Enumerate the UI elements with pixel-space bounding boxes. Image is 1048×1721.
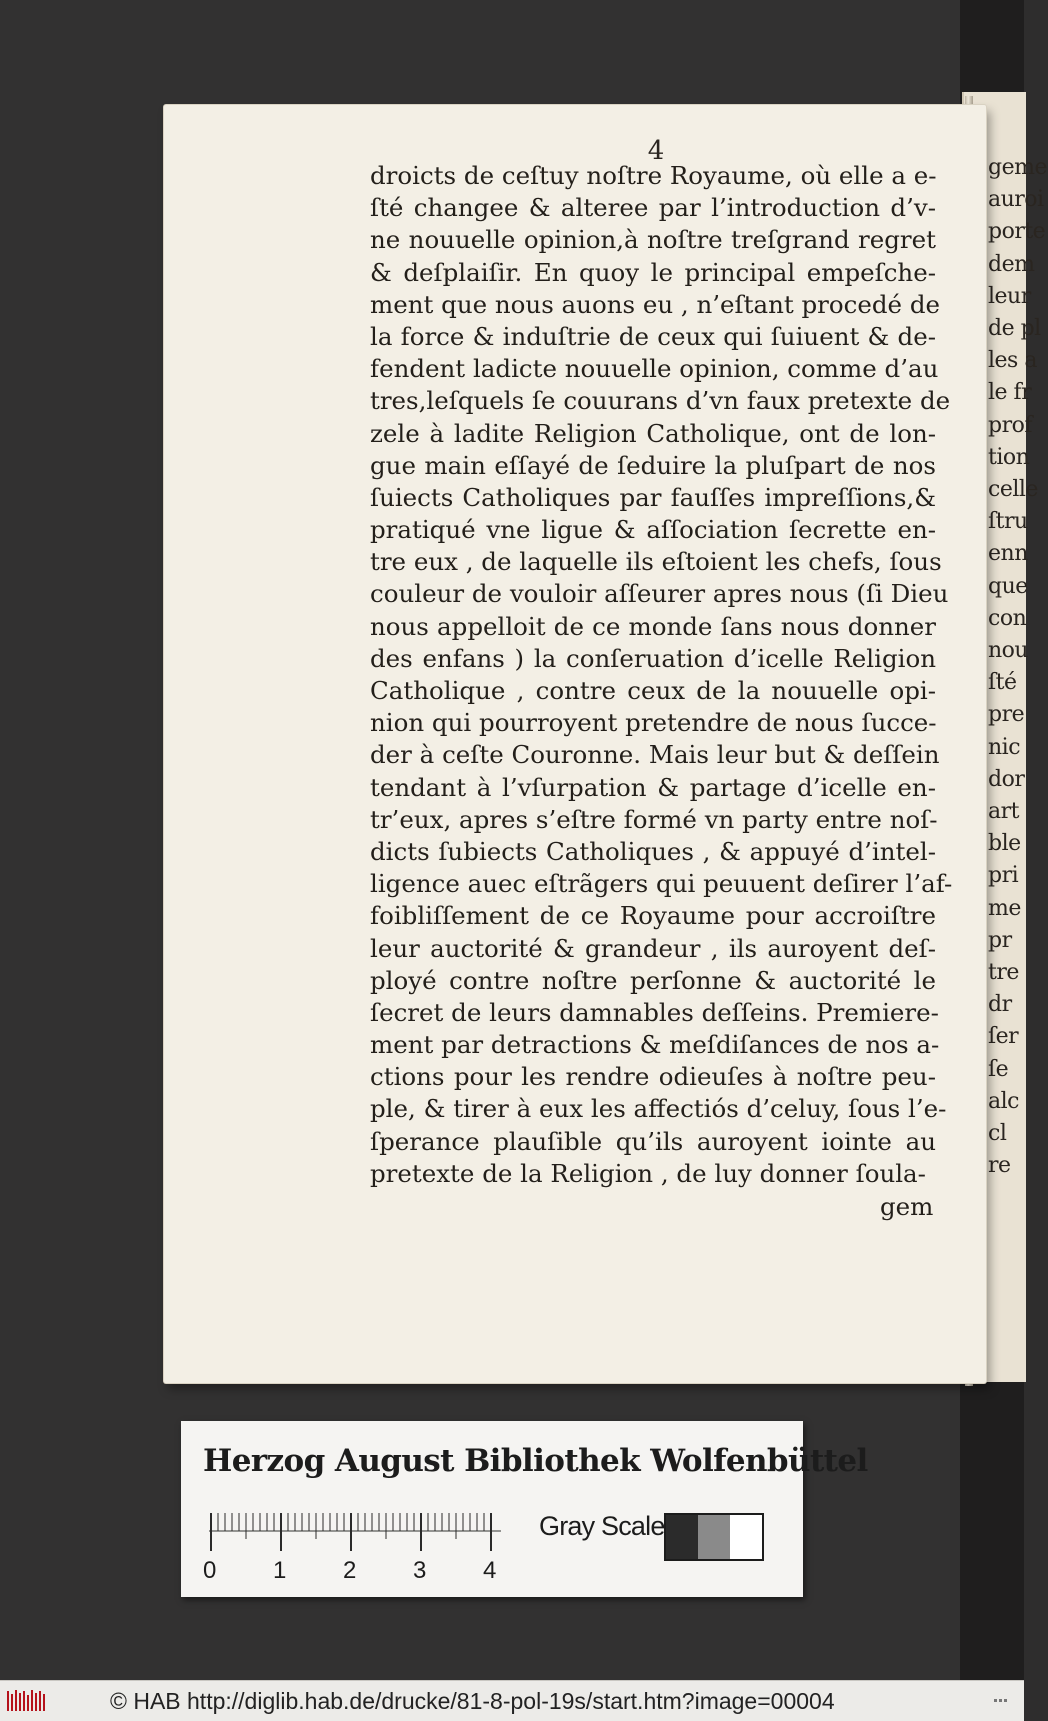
text-line: foibliſſement de ce Royaume pour accroiſtre — [370, 901, 936, 931]
text-line: ment par detractions & meſdiſances de nos a- — [370, 1030, 940, 1060]
text-line: dicts ſubiects Catholiques , & appuyé d’intel- — [370, 836, 936, 866]
text-line: tendant à l’vſurpation & partage d’icelle en- — [370, 772, 936, 802]
text-line: ſuiects Catholiques par fauſſes impreſſions,& — [370, 482, 936, 512]
text-line: couleur de vouloir aſſeurer apres nous (ſi Dieu — [370, 579, 949, 609]
gray-swatch-cell — [666, 1515, 698, 1559]
text-line: ment que nous auons eu , n’eſtant procedé de — [370, 289, 940, 319]
text-line: pratiqué vne ligue & aſſociation ſecrette en- — [370, 515, 936, 545]
catchword: gem — [880, 1192, 934, 1221]
text-line: tre eux , de laquelle ils eſtoient les chefs, ſous — [370, 547, 942, 577]
footer-copyright-url[interactable]: © HAB http://diglib.hab.de/drucke/81-8-pol-19s/start.htm?image=00004 — [110, 1688, 835, 1714]
library-name: Herzog August Bibliothek Wolfenbüttel — [203, 1443, 868, 1479]
text-line: zele à ladite Religion Catholique, ont de lon- — [370, 418, 936, 448]
ruler-number: 4 — [483, 1557, 497, 1584]
text-line: ligence auec eſtrãgers qui peuuent deſirer l’af- — [370, 869, 953, 899]
gray-swatch-cell — [698, 1515, 730, 1559]
text-line: & deſplaiſir. En quoy le principal empeſche- — [370, 257, 936, 287]
ruler-number: 0 — [203, 1557, 217, 1584]
text-line: ſperance plauſible qu’ils auroyent iointe au — [370, 1126, 936, 1156]
text-line: tres,leſquels ſe couurans d’vn faux pretexte de — [370, 386, 951, 416]
hab-logo-icon — [6, 1688, 46, 1714]
ruler-number: 3 — [413, 1557, 427, 1584]
page-text — [370, 160, 953, 1190]
text-line: ſecret de leurs damnables deſſeins. Premiere- — [370, 997, 939, 1027]
text-line: pretexte de la Religion , de luy donner ſoula- — [370, 1158, 926, 1188]
text-line: ctions pour les rendre odieuſes à noſtre peu- — [370, 1062, 936, 1092]
text-line: der à ceſte Couronne. Mais leur but & deſſein — [370, 740, 940, 770]
text-line: la force & induſtrie de ceux qui ſuiuent & de- — [370, 321, 936, 351]
facing-page-text: geme auroi porte dem leur de pl les a le fr prof tion celle ſtru enn que con nou ſté pre nic dor art ble pri me pr tre dr ſer ſe alc cl re — [988, 155, 1047, 1179]
text-line: tr’eux, apres s’eſtre formé vn party entre noſ- — [370, 804, 938, 834]
text-line: ſté changee & alteree par l’introduction d’v- — [370, 193, 936, 223]
text-line: nion qui pourroyent pretendre de nous ſucce- — [370, 708, 937, 738]
text-line: des enfans ) la conſeruation d’icelle Religion — [370, 643, 936, 673]
gray-swatch-cell — [730, 1515, 762, 1559]
text-line: ple, & tirer à eux les affectiós d’celuy, ſous l’e- — [370, 1094, 947, 1124]
footer-bar — [0, 1680, 1024, 1721]
text-line: fendent ladicte nouuelle opinion, comme d’au — [370, 354, 939, 384]
text-line: Catholique , contre ceux de la nouuelle opi- — [370, 676, 936, 705]
ruler-ticks — [209, 1511, 509, 1551]
text-line: nous appelloit de ce monde ſans nous donner — [370, 611, 936, 641]
ruler-number: 2 — [343, 1557, 357, 1584]
page-number: 4 — [647, 136, 665, 166]
text-line: leur auctorité & grandeur , ils auroyent deſ- — [370, 933, 936, 963]
text-line: gue main eſſayé de ſeduire la pluſpart de nos — [370, 450, 936, 480]
text-line: droicts de ceſtuy noſtre Royaume, où elle a e- — [370, 161, 937, 190]
text-line: ployé contre noſtre perſonne & auctorité le — [370, 965, 936, 995]
ruler — [203, 1511, 509, 1584]
more-options-icon[interactable] — [994, 1699, 1008, 1703]
gray-scale-label: Gray Scale — [539, 1511, 665, 1541]
gray-scale-swatch — [664, 1513, 764, 1561]
color-chart-card — [181, 1421, 868, 1597]
text-line: ne nouuelle opinion,à noſtre treſgrand regret — [370, 225, 936, 255]
ruler-number: 1 — [273, 1557, 287, 1584]
